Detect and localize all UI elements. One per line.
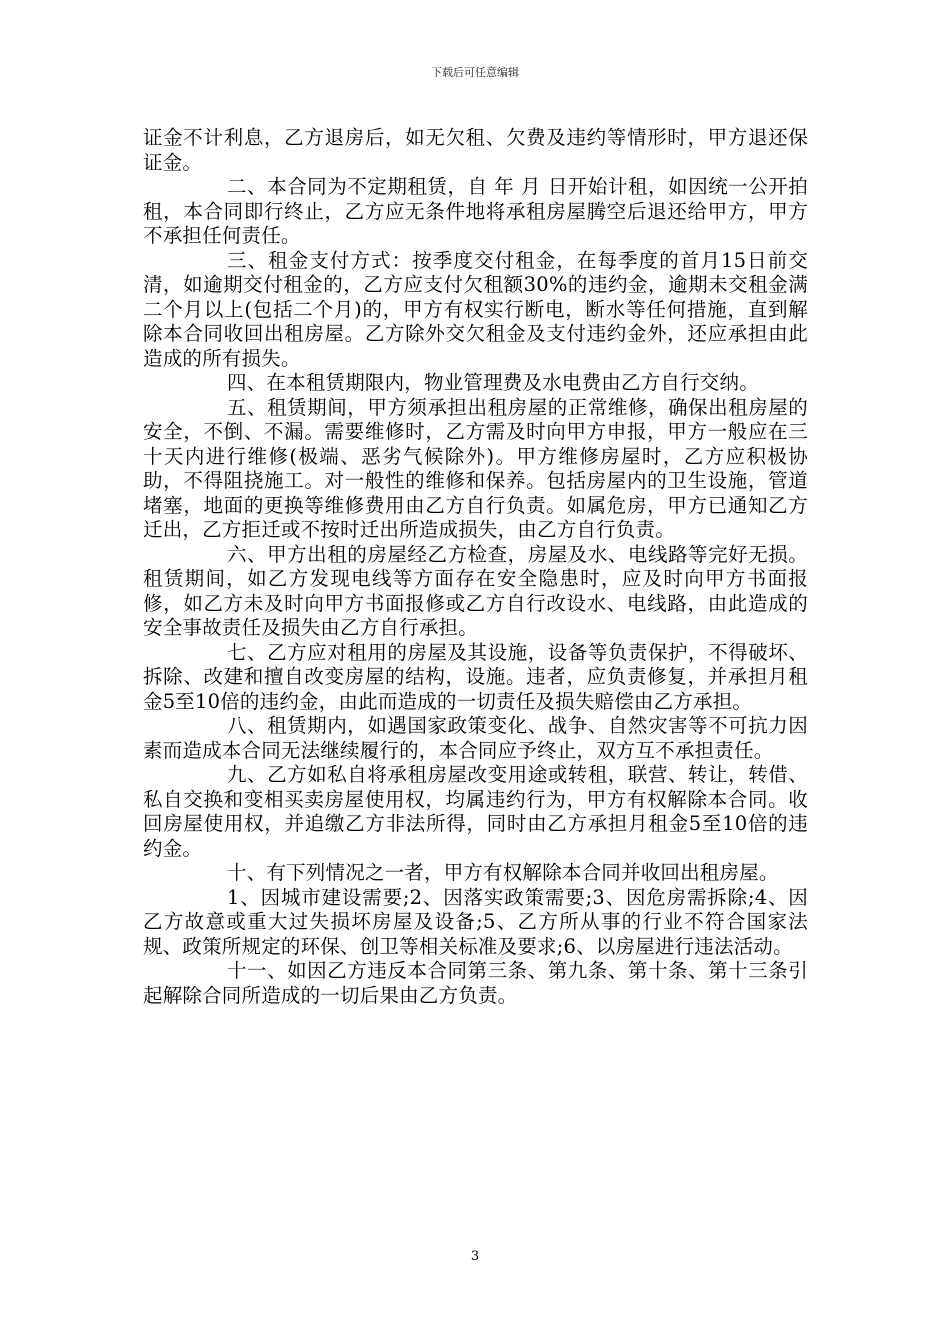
paragraph-clause-6: 六、甲方出租的房屋经乙方检查，房屋及水、电线路等完好无损。租赁期间，如乙方发现电线等方面存在安全隐患时，应及时向甲方书面报修，如乙方未及时向甲方书面报修或乙方自行改设水、电线路，由此造成的安全事故责任及损失由乙方自行承担。 [143,542,808,639]
page-header: 下载后可任意编辑 [431,66,519,79]
paragraph-clause-3: 三、租金支付方式：按季度交付租金，在每季度的首月15日前交清，如逾期交付租金的，乙方应支付欠租额30%的违约金，逾期未交租金满二个月以上(包括二个月)的，甲方有权实行断电，断水等任何措施，直到解除本合同收回出租房屋。乙方除外交欠租金及支付违约金外，还应承担由此造成的所有损失。 [143,248,808,370]
paragraph-deposit-continued: 证金不计利息，乙方退房后，如无欠租、欠费及违约等情形时，甲方退还保证金。 [143,126,808,174]
paragraph-clause-2: 二、本合同为不定期租赁，自 年 月 日开始计租，如因统一公开拍租，本合同即行终止，乙方应无条件地将承租房屋腾空后退还给甲方，甲方不承担任何责任。 [143,175,808,247]
paragraph-clause-5: 五、租赁期间，甲方须承担出租房屋的正常维修，确保出租房屋的安全，不倒、不漏。需要维修时，乙方需及时向甲方申报，甲方一般应在三十天内进行维修(极端、恶劣气候除外)。甲方维修房屋时，乙方应积极协助，不得阻挠施工。对一般性的维修和保养。包括房屋内的卫生设施，管道堵塞，地面的更换等维修费用由乙方自行负责。如属危房，甲方已通知乙方迁出，乙方拒迁或不按时迁出所造成损失，由乙方自行负责。 [143,395,808,541]
paragraph-clause-4: 四、在本租赁期限内，物业管理费及水电费由乙方自行交纳。 [227,371,759,394]
paragraph-clause-8: 八、租赁期内，如遇国家政策变化、战争、自然灾害等不可抗力因素而造成本合同无法继续履行的，本合同应予终止，双方互不承担责任。 [143,714,808,762]
page-number: 3 [470,1249,480,1264]
document-body [143,126,808,1008]
paragraph-clause-7: 七、乙方应对租用的房屋及其设施，设备等负责保护，不得破坏、拆除、改建和擅自改变房屋的结构，设施。违者，应负责修复，并承担月租金5至10倍的违约金，由此而造成的一切责任及损失赔偿由乙方承担。 [143,640,808,713]
paragraph-clause-9: 九、乙方如私自将承租房屋改变用途或转租，联营、转让，转借、私自交换和变相买卖房屋使用权，均属违约行为，甲方有权解除本合同。收回房屋使用权，并追缴乙方非法所得，同时由乙方承担月租金5至10倍的违约金。 [143,763,808,860]
paragraph-clause-10: 十、有下列情况之一者，甲方有权解除本合同并收回出租房屋。 [227,861,779,884]
paragraph-clause-11: 十一、如因乙方违反本合同第三条、第九条、第十条、第十三条引起解除合同所造成的一切后果由乙方负责。 [143,959,808,1007]
paragraph-clause-10-items: 1、因城市建设需要;2、因落实政策需要;3、因危房需拆除;4、因乙方故意或重大过失损坏房屋及设备;5、乙方所从事的行业不符合国家法规、政策所规定的环保、创卫等相关标准及要求;6、以房屋进行违法活动。 [143,885,808,958]
